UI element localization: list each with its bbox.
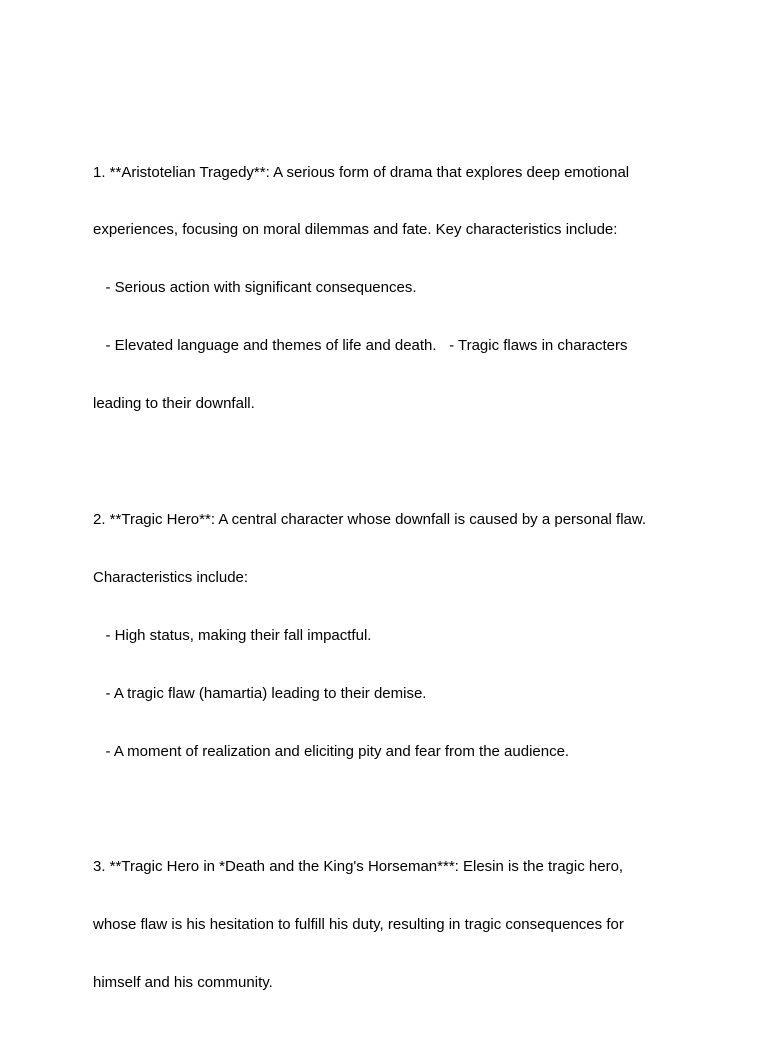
text-line: experiences, focusing on moral dilemmas and fate. Key characteristics include:	[93, 221, 618, 239]
paragraph-aristotelian-tragedy	[93, 124, 693, 452]
text-line: himself and his community.	[93, 974, 273, 992]
text-line: - High status, making their fall impactful.	[93, 626, 372, 644]
text-line: - A moment of realization and eliciting pity and fear from the audience.	[93, 742, 570, 760]
document-body	[93, 124, 693, 1050]
text-line: 2. **Tragic Hero**: A central character whose downfall is caused by a personal flaw.	[93, 510, 647, 528]
text-line: - Elevated language and themes of life and death. - Tragic flaws in characters	[93, 337, 628, 355]
text-line: leading to their downfall.	[93, 395, 255, 413]
paragraph-tragic-hero	[93, 471, 693, 799]
paragraph-horseman-hero	[93, 819, 693, 1031]
text-line: - A tragic flaw (hamartia) leading to their demise.	[93, 684, 427, 702]
text-line: Characteristics include:	[93, 568, 249, 586]
text-line: 3. **Tragic Hero in *Death and the King's Horseman***: Elesin is the tragic hero,	[93, 858, 624, 876]
text-line: 1. **Aristotelian Tragedy**: A serious form of drama that explores deep emotional	[93, 163, 630, 181]
text-line: whose flaw is his hesitation to fulfill his duty, resulting in tragic consequences for	[93, 916, 624, 934]
text-line: - Serious action with significant consequences.	[93, 279, 417, 297]
